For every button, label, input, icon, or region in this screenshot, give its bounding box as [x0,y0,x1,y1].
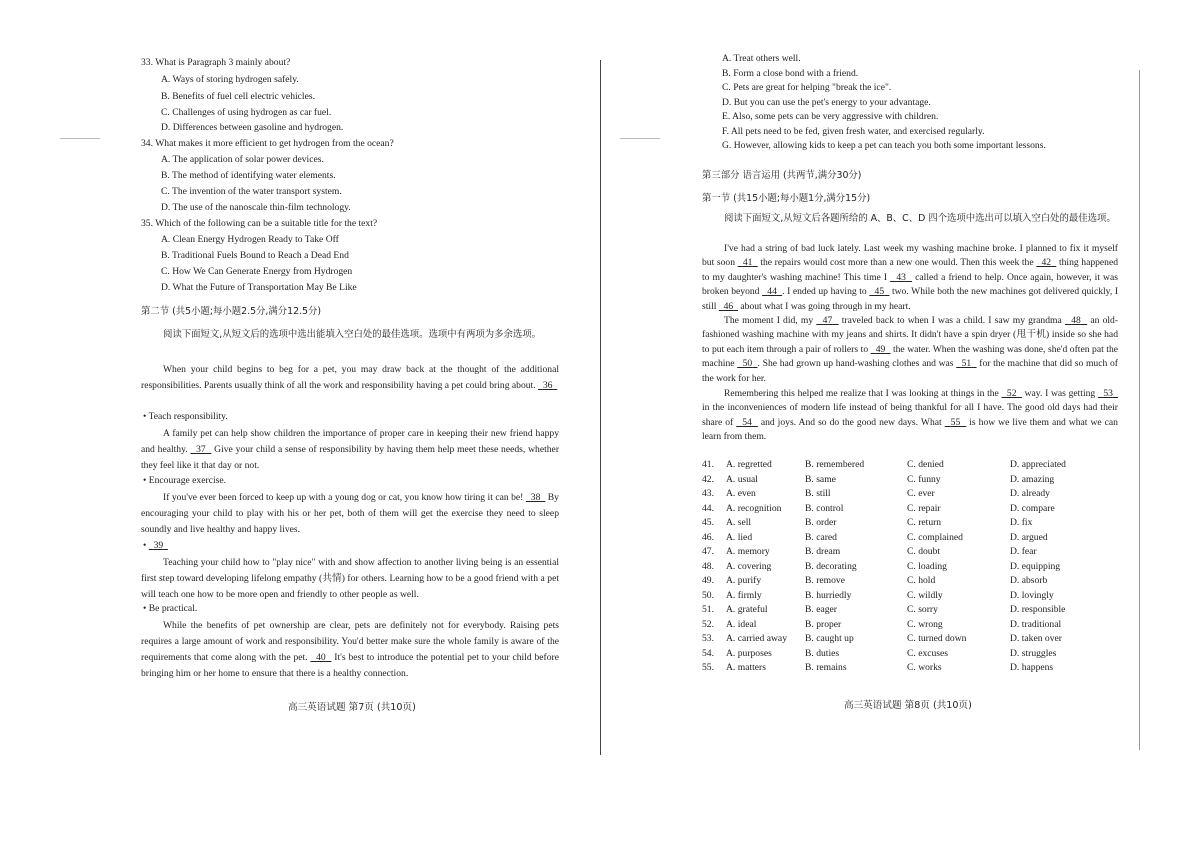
cloze-text: Remembering this helped me realize that I was looking at things in the [724,388,999,399]
blank-53-number: 53 [1103,388,1113,399]
blank-52[interactable] [1002,388,1022,399]
option-d[interactable]: D. fix [1010,517,1033,528]
option-c[interactable]: C. wrong [907,618,943,630]
option-d[interactable]: D. lovingly [1010,589,1054,601]
option-a[interactable]: A. covering [726,560,772,572]
part-3-heading: 第三部分 语言运用 (共两节,满分30分) [702,170,862,181]
q33-option-a: A. Ways of storing hydrogen safely. [161,74,299,85]
blank-55-number: 55 [950,416,961,428]
blank-44[interactable] [762,286,782,297]
option-a[interactable]: A. regretted [726,459,772,470]
question-number: 50. [702,589,714,601]
blank-42[interactable] [1036,257,1056,268]
option-a[interactable]: A. matters [726,662,766,673]
blank-47[interactable] [816,315,838,326]
question-number: 53. [702,633,714,644]
option-b[interactable]: B. order [805,517,837,528]
question-number: 55. [702,662,714,673]
option-a[interactable]: A. lied [726,531,753,543]
option-row [702,561,1100,576]
blank-36[interactable] [538,380,557,391]
cloze-text: the water. When the washing was done, she'd often pat the machine [702,343,1119,370]
option-b[interactable]: B. remains [805,662,847,673]
option-a[interactable]: A. even [726,488,756,499]
q33-option-d: D. Differences between gasoline and hydrogen. [161,122,344,133]
blank-46[interactable] [719,301,738,312]
q35-option-c: C. How We Can Generate Energy from Hydrogen [161,266,353,277]
q33-option-c: C. Challenges of using hydrogen as car fuel. [161,107,332,118]
blank-38[interactable] [526,492,545,503]
option-c[interactable]: C. works [907,662,942,673]
option-b[interactable]: B. remembered [805,459,865,470]
blank-49-number: 49 [875,343,886,355]
blank-45-number: 45 [874,286,885,298]
blank-51[interactable] [956,358,976,369]
option-d[interactable]: D. absorb [1010,575,1048,586]
exam-page-8 [600,0,1200,849]
q34-option-c: C. The invention of the water transport system. [161,186,342,197]
paragraph-practical [141,618,559,682]
option-a[interactable]: A. firmly [726,589,762,601]
blank-50[interactable] [737,358,757,369]
blank-40[interactable] [310,652,331,663]
cloze-paragraph-2 [702,314,1118,386]
option-d[interactable]: D. happens [1010,662,1054,673]
blank-37-number: 37 [196,444,206,455]
option-c[interactable]: C. ever [907,488,935,499]
q34-option-d: D. The use of the nanoscale thin-film technology. [161,202,351,213]
option-b[interactable]: B. hurriedly [805,589,852,601]
section-2-instruction: 阅读下面短文,从短文后的选项中选出能填入空白处的最佳选项。选项中有两项为多余选项。 [163,329,541,340]
section-1-heading: 第一节 (共15小题;每小题1分,满分15分) [702,193,871,204]
scan-mark [60,138,100,139]
option-d[interactable]: D. amazing [1010,473,1055,485]
blank-39-number: 39 [153,540,164,551]
option-b[interactable]: B. control [805,502,844,514]
heading-encourage-exercise: • Encourage exercise. [143,475,226,486]
option-b[interactable]: B. remove [805,575,845,586]
option-c[interactable]: C. return [907,517,942,528]
question-number: 45. [702,517,714,528]
pet-option-g: G. However, allowing kids to keep a pet can teach you both some important lessons. [722,140,1046,151]
q34-option-a: A. The application of solar power devices. [161,154,324,165]
option-row [702,633,1100,648]
cloze-text: traveled back to when I was a child. I saw my grandma [841,315,1062,326]
question-number: 44. [702,502,714,514]
q35-option-b: B. Traditional Fuels Bound to Reach a Dead End [161,250,349,261]
bullet-39: • [143,540,147,551]
page-8-footer: 高三英语试题 第8页 (共10页) [844,700,972,711]
option-row [702,459,1100,474]
cloze-paragraph-1 [702,242,1118,314]
blank-45[interactable] [869,286,889,297]
option-c[interactable]: C. sorry [907,604,938,615]
q35-option-a: A. Clean Energy Hydrogen Ready to Take Off [161,234,339,245]
option-c[interactable]: C. funny [907,473,941,485]
pet-option-c: C. Pets are great for helping "break the ice". [722,82,892,93]
option-a[interactable]: A. recognition [726,502,782,514]
page-7-footer: 高三英语试题 第7页 (共10页) [288,702,416,713]
option-c[interactable]: C. doubt [907,546,941,557]
option-row [702,488,1100,503]
blank-44-number: 44 [767,286,777,298]
blank-39[interactable] [149,540,168,551]
cloze-text: way. I was getting [1024,388,1096,399]
cloze-text: thing happened to my daughter's washing machine! This time I [702,257,1119,283]
q34-option-b: B. The method of identifying water elements. [161,170,336,181]
responsibility-text-a: A family pet can help show children the importance of proper care in keeping their new friend happy and healthy. [141,428,559,455]
option-row [702,546,1100,561]
question-number: 52. [702,618,714,630]
pet-option-b: B. Form a close bond with a friend. [722,68,859,79]
exercise-text-a: If you've ever been forced to keep up with a young dog or cat, you know how tiring it can be! [163,492,524,503]
cloze-text: for the machine that did so much of the work for her. [702,358,1118,384]
blank-41-number: 41 [742,257,753,269]
blank-37[interactable] [190,444,211,455]
heading-39 [143,540,168,552]
blank-43[interactable] [890,272,912,283]
q35-option-d: D. What the Future of Transportation May Be Like [161,282,357,293]
option-c[interactable]: C. loading [907,560,947,572]
practical-text-a: While the benefits of pet ownership are clear, pets are definitely not for everybody. Raising pets requires a large amount of work and responsibility. You'd better make sure the whole family is aware of the requirements that come along with the pet. [141,620,559,663]
section-1-instruction: 阅读下面短文,从短文后各题所给的 A、B、C、D 四个选项中选出可以填入空白处的最佳选项。 [724,213,1116,224]
cloze-text: in the inconveniences of modern life instead of being thankful for all I have. The good old days had their share of [702,402,1118,428]
pet-option-d: D. But you can use the pet's energy to your advantage. [722,97,931,108]
question-34-stem: 34. What makes it more efficient to get hydrogen from the ocean? [141,138,394,149]
blank-49[interactable] [871,344,891,355]
blank-38-number: 38 [530,492,541,503]
option-row [702,575,1100,590]
intro-text: When your child begins to beg for a pet, you may draw back at the thought of the additional responsibilities. Parents usually think of all the work and responsibility having a pet could bring about. [141,364,559,391]
blank-42-number: 42 [1041,257,1052,269]
paragraph-empathy: Teaching your child how to "play nice" with and show affection to another living being is an essential first step toward developing lifelong empathy (共情) for others. Learning how to be a good friend with a pet will teach one how to be more open and friendly to other people as well. [141,557,559,600]
heading-be-practical: • Be practical. [143,603,198,614]
blank-40-number: 40 [316,652,326,663]
option-row [702,532,1100,547]
blank-54[interactable] [736,417,758,428]
cloze-text: . I ended up having to [782,286,867,298]
exercise-text-b: By encouraging your child to play with his or her pet, both of them will get the exercise they need to sleep soundly and live healthy and happy lives. [141,492,559,535]
option-c[interactable]: C. wildly [907,589,943,601]
option-a[interactable]: A. usual [726,473,758,485]
option-c[interactable]: C. denied [907,459,944,470]
option-row [702,619,1100,634]
option-d[interactable]: D. appreciated [1010,459,1066,470]
option-c[interactable]: C. turned down [907,633,967,644]
option-d[interactable]: D. traditional [1010,618,1062,630]
cloze-text: an old-fashioned washing machine with my jeans and shirts. It didn't have a spin dryer (甩干机) inside so she had to put each item through a pair of rollers to [702,315,1119,355]
blank-51-number: 51 [961,358,972,370]
cloze-text: about what I was going through in my heart. [740,300,911,312]
option-b[interactable]: B. same [805,473,836,485]
option-row [702,474,1100,489]
option-b[interactable]: B. dream [805,546,841,557]
option-d[interactable]: D. responsible [1010,604,1066,615]
option-c[interactable]: C. excuses [907,647,949,659]
cloze-text: I've had a string of bad luck lately. Last week my washing machine broke. I planned to fix it myself but soon [702,243,1118,269]
option-d[interactable]: D. already [1010,488,1050,499]
option-a[interactable]: A. ideal [726,618,757,630]
pet-option-a: A. Treat others well. [722,53,801,64]
option-row [702,662,1100,677]
blank-48-number: 48 [1071,315,1081,326]
heading-teach-responsibility: • Teach responsibility. [143,411,228,422]
question-number: 54. [702,647,714,659]
option-a[interactable]: A. memory [726,546,770,557]
option-b[interactable]: B. eager [805,604,837,615]
option-b[interactable]: B. duties [805,647,840,659]
responsibility-text-b: Give your child a sense of responsibility by having them help meet these needs, whether they feel like it that day or not. [141,444,560,471]
option-a[interactable]: A. carried away [726,633,787,644]
option-b[interactable]: B. still [805,488,831,499]
question-number: 43. [702,488,714,499]
blank-50-number: 50 [742,358,753,370]
question-number: 51. [702,604,714,615]
option-b[interactable]: B. cared [805,531,837,543]
option-d[interactable]: D. fear [1010,546,1037,557]
cloze-text: called a friend to help. Once again, however, it was broken beyond [702,271,1118,298]
option-d[interactable]: D. struggles [1010,647,1057,659]
practical-text-b: It's best to introduce the potential pet to your child before bringing him or her home to ensure that there is a healthy connection. [141,652,559,679]
option-d[interactable]: D. argued [1010,531,1048,543]
question-number: 47. [702,546,714,557]
passage-intro [141,362,559,394]
blank-48[interactable] [1065,315,1087,326]
question-number: 41. [702,459,714,470]
question-number: 48. [702,560,714,572]
option-a[interactable]: A. sell [726,517,752,528]
q33-option-b: B. Benefits of fuel cell electric vehicles. [161,91,315,102]
question-number: 46. [702,531,714,543]
question-35-stem: 35. Which of the following can be a suitable title for the text? [141,218,378,229]
blank-46-number: 46 [723,300,734,312]
option-b[interactable]: B. proper [805,618,842,630]
option-a[interactable]: A. purposes [726,647,772,659]
cloze-paragraph-3 [702,387,1118,445]
blank-52-number: 52 [1006,388,1017,399]
option-row [702,648,1100,663]
question-number: 49. [702,575,714,586]
option-a[interactable]: A. grateful [726,604,768,615]
pet-option-f: F. All pets need to be fed, given fresh water, and exercised regularly. [722,126,985,137]
blank-47-number: 47 [822,315,833,326]
cloze-text: The moment I did, my [724,315,814,326]
option-d[interactable]: D. compare [1010,502,1055,514]
paragraph-responsibility [141,426,559,474]
option-d[interactable]: D. taken over [1010,633,1062,644]
option-row [702,503,1100,518]
section-2-heading: 第二节 (共5小题;每小题2.5分,满分12.5分) [141,306,322,317]
blank-41[interactable] [738,257,758,268]
cloze-text: the repairs would cost more than a new one would. Then this week the [760,257,1034,269]
option-c[interactable]: C. complained [907,531,963,543]
option-a[interactable]: A. purify [726,575,762,586]
option-row [702,517,1100,532]
blank-43-number: 43 [896,271,906,283]
option-d[interactable]: D. equipping [1010,560,1061,572]
cloze-text: . She had grown up hand-washing clothes and was [757,358,954,370]
option-c[interactable]: C. hold [907,575,936,586]
cloze-text: is how we live them and what we can learn from them. [702,416,1118,443]
option-b[interactable]: B. caught up [805,633,854,644]
pet-option-e: E. Also, some pets can be very aggressive with children. [722,111,939,122]
blank-53[interactable] [1098,388,1118,399]
option-row [702,590,1100,605]
paragraph-exercise [141,490,559,538]
option-row [702,604,1100,619]
blank-36-number: 36 [542,380,553,391]
question-33-stem: 33. What is Paragraph 3 mainly about? [141,57,291,68]
option-c[interactable]: C. repair [907,502,941,514]
blank-55[interactable] [945,417,967,428]
cloze-options-table [702,459,1100,677]
blank-54-number: 54 [742,416,752,428]
option-b[interactable]: B. decorating [805,560,857,572]
cloze-text: two. While both the new machines got delivered quickly, I still [702,286,1119,312]
question-number: 42. [702,473,714,485]
cloze-text: and joys. And so do the good new days. What [760,416,942,428]
